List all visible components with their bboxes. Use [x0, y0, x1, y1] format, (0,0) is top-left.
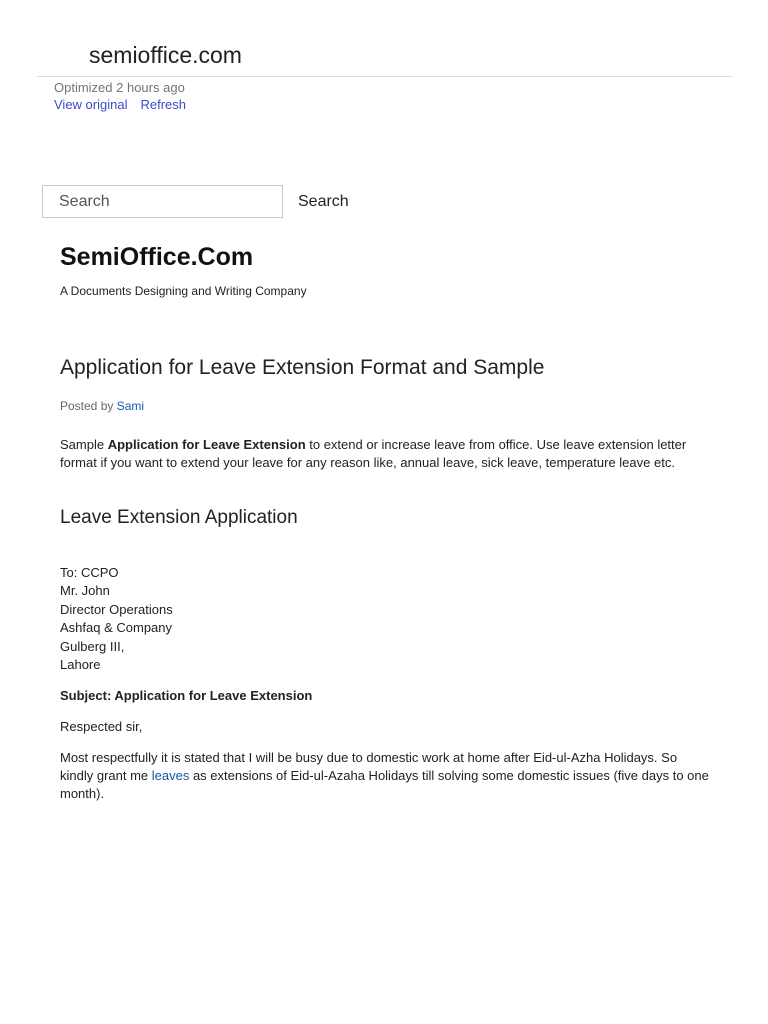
- address-line: Lahore: [60, 657, 101, 673]
- leaves-link[interactable]: leaves: [151, 768, 190, 784]
- site-domain[interactable]: semioffice.com: [89, 42, 242, 68]
- salutation: Respected sir,: [60, 719, 143, 735]
- posted-by-label: Posted by: [60, 399, 114, 413]
- author-link[interactable]: Sami: [116, 399, 145, 413]
- optimized-status: Optimized 2 hours ago: [54, 80, 185, 95]
- body-paragraph: [60, 749, 710, 803]
- address-line: Mr. John: [60, 583, 110, 599]
- article-body: [60, 436, 710, 803]
- intro-paragraph: [60, 436, 710, 472]
- blog-description: A Documents Designing and Writing Company: [60, 284, 307, 298]
- header-divider: [37, 76, 732, 77]
- address-line: Gulberg III,: [60, 638, 125, 654]
- body-prefix: Most respectfully it is stated that I will be busy due to domestic work at home after Eid-ul-Azha Holidays. So kindly grant me: [60, 750, 678, 784]
- address-line: Director Operations: [60, 601, 173, 617]
- post-title: Application for Leave Extension Format and Sample: [60, 356, 545, 379]
- intro-bold: Application for Leave Extension: [107, 437, 306, 452]
- search-button[interactable]: Search: [290, 185, 357, 218]
- refresh-link[interactable]: Refresh: [140, 97, 186, 112]
- address-block: [60, 564, 710, 674]
- body-rest: as extensions of Eid-ul-Azaha Holidays till solving some domestic issues (five days to one month).: [60, 768, 709, 802]
- view-original-link[interactable]: View original: [54, 97, 128, 112]
- blog-title[interactable]: SemiOffice.Com: [60, 243, 254, 271]
- header-links: [54, 96, 199, 113]
- section-heading: Leave Extension Application: [60, 507, 298, 528]
- intro-prefix: Sample: [60, 437, 108, 452]
- subject-line: Subject: Application for Leave Extension: [60, 688, 313, 704]
- post-meta: [60, 398, 144, 414]
- search-input[interactable]: [42, 185, 283, 218]
- intro-rest: to extend or increase leave from office. Use leave extension letter format if you want to extend your leave for any reason like, annual leave, sick leave, temperature leave etc.: [60, 437, 687, 470]
- address-line: To: CCPO: [60, 565, 119, 580]
- address-line: Ashfaq & Company: [60, 620, 173, 636]
